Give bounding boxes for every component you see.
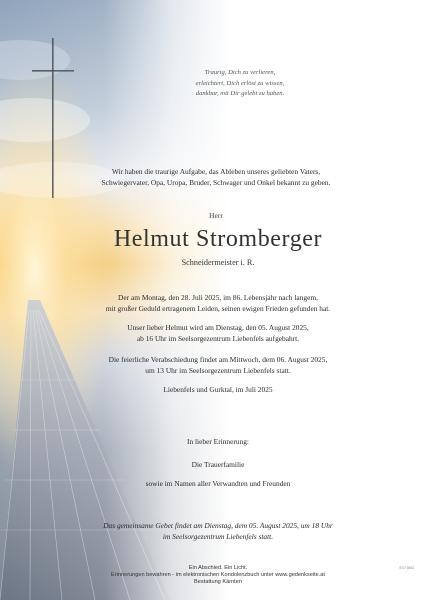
prayer-line: Das gemeinsame Gebet findet am Dienstag, dem 05. August 2025, um 18 Uhr bbox=[103, 521, 333, 530]
paragraph-line: um 13 Uhr im Seelsorgezentrum Liebenfels statt. bbox=[145, 365, 291, 375]
paragraph-line: Unser lieber Helmut wird am Dienstag, den 05. August 2025, bbox=[127, 323, 309, 332]
deceased-title: Schneidermeister i. R. bbox=[181, 258, 255, 267]
family-line: Die Trauerfamilie bbox=[191, 460, 245, 469]
place-date: Liebenfels und Gurktal, im Juli 2025 bbox=[163, 385, 273, 394]
footer-slogan: Ein Abschied. Ein Licht. bbox=[188, 565, 248, 571]
print-code: B 07 5563 bbox=[399, 566, 414, 570]
viewing-paragraph bbox=[6, 323, 424, 344]
footer-condolence-link[interactable]: Erinnerungen bewahren - im elektronischen Kondolenzbuch unter www.gedenkseite.at bbox=[111, 572, 325, 579]
quote-line: erleichtert, Dich erlöst zu wissen, bbox=[195, 79, 285, 87]
salutation: Herr bbox=[209, 211, 223, 220]
paragraph-line: Der am Montag, den 28. Juli 2025, im 86. Lebensjahr nach langem, bbox=[118, 293, 318, 302]
intro-line: Wir haben die traurige Aufgabe, das Ableben unseres geliebten Vaters, bbox=[111, 167, 321, 176]
prayer-line: im Seelsorgezentrum Liebenfels statt. bbox=[162, 531, 274, 541]
opening-quote bbox=[28, 68, 424, 100]
memory-line: In lieber Erinnerung: bbox=[187, 437, 249, 446]
intro-line: Schwiegervater, Opa, Uropa, Bruder, Schwager und Onkel bekannt zu geben. bbox=[101, 178, 331, 187]
footer bbox=[6, 565, 424, 587]
footer-undertaker: Bestattung Kärnten bbox=[194, 579, 242, 586]
quote-line: Traurig, Dich zu verlieren, bbox=[204, 69, 276, 76]
paragraph-line: Die feierliche Verabschiedung findet am Mittwoch, dem 06. August 2025, bbox=[108, 355, 328, 364]
farewell-paragraph bbox=[6, 355, 424, 376]
quote-line: dankbar, mit Dir gelebt zu haben. bbox=[195, 90, 285, 97]
deceased-name: Helmut Stromberger bbox=[113, 226, 323, 252]
prayer-notice bbox=[6, 521, 424, 542]
relatives-line: sowie im Namen aller Verwandten und Freunden bbox=[145, 479, 291, 488]
paragraph-line: ab 16 Uhr im Seelsorgezentrum Liebenfels aufgebahrt. bbox=[136, 333, 300, 343]
announcement-intro bbox=[4, 166, 424, 188]
death-paragraph bbox=[6, 293, 424, 314]
paragraph-line: mit großer Geduld ertragenem Leiden, seinen ewigen Frieden gefunden hat. bbox=[105, 303, 331, 313]
